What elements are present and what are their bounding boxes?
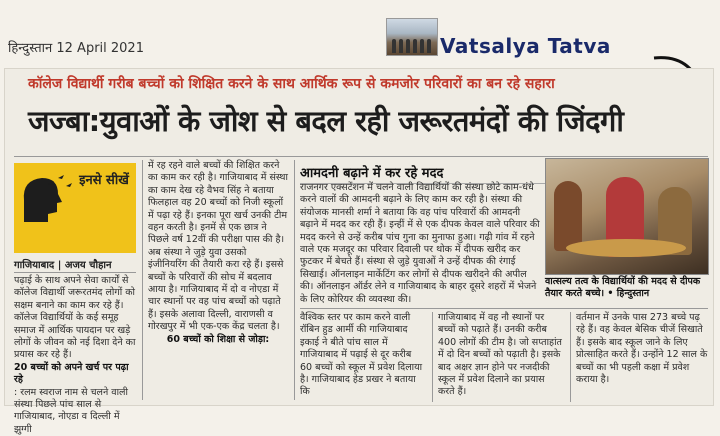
article-column-3: [300, 182, 540, 306]
sidebar-label: इनसे सीखें: [79, 173, 129, 188]
paragraph: : रलम स्वराज नाम से चलने वाली संस्था पिछले पांच साल से गाजियाबाद, नोएडा व दिल्ली में झुग्गी: [14, 386, 128, 435]
section-subhead: 60 बच्चों को शिक्षा से जोड़ा:: [166, 333, 270, 345]
paragraph: वर्तमान में उनके पास 273 बच्चे पढ़ रहे हैं। वह केवल बेसिक चीजें सिखाते हैं। इसके बाद स्कूल जाने के लिए प्रोत्साहित करते हैं। उन्होंने 12 साल के बच्चों का भी पहली कक्षा में प्रवेश कराया है।: [576, 312, 708, 386]
paragraph: पढ़ाई के साथ अपने सेवा कार्यों से कॉलेज विद्यार्थी जरूरतमंद लोगों को सक्षम बनाने का काम कर रहे हैं। कॉलेज विद्यार्थियों के कई समूह समाज में आर्थिक पायदान पर खड़े लोगों के जीवन को नई दिशा देने का प्रयास कर रहे हैं।: [14, 275, 136, 361]
children-making-diyas-photo: [545, 158, 709, 275]
byline-divider: [14, 272, 136, 273]
paragraph: राजनगर एक्सटेंशन में चलने वाली विद्यार्थियों की संस्था छोटे काम-धंधे करने वालों की आमदनी बढ़ाने के लिए काम कर रही है। संस्था की संयोजक मानसी शर्मा ने बताया कि वह पांच परिवारों की आमदनी बढ़ाने में मदद कर रही हैं। इन्हीं में से एक दीपक केवल वाले परिवार की मदद करने से उन्हें करीब पांच गुना का मुनाफा हुआ। गढ़ी गांव में रहने वाले एक मजदूर का परिवार दिवाली पर थोक में दीपक खरीद कर फुटकर में बेचते हैं। संस्था से जुड़े युवाओं ने उन्हें दीपक की रंगाई सिखाई। ऑनलाइन मार्केटिंग कर लोगों से दीपक खरीदने की अपील की। ऑनलाइन ऑर्डर लेने व गाजियाबाद के बाहर दूसरे शहरों में भेजने के लिए कोरियर की व्यवस्था की।: [300, 182, 540, 305]
article-headline: जज्बा:युवाओं के जोश से बदल रही जरूरतमंदों की जिंदगी: [28, 104, 624, 138]
group-photo-thumbnail: [386, 18, 438, 56]
brand-title: Vatsalya Tatva: [440, 34, 611, 58]
article-column-4: [300, 312, 426, 404]
section-subhead: आमदनी बढ़ाने में कर रहे मदद: [300, 163, 545, 184]
section-divider: [300, 308, 708, 309]
paragraph: में रह रहने वाले बच्चों की शिक्षित करने का काम कर रही है। गाजियाबाद में संस्था का काम देख रहे वैभव सिंह ने बताया फिलहाल वह 20 बच्चों को निजी स्कूलों में पढ़ा रहे हैं। इनका पूरा खर्च उनकी टीम वहन करती है। इनमें से एक छात्र ने पिछले वर्ष 12वीं की परीक्षा पास की है। अब संस्था ने जुड़े युवा उसको इंजीनियरिंग की तैयारी करा रहे हैं। इससे बच्चों के परिवारों की सोच में बदलाव आया है। गाजियाबाद में दो व नोएडा में चार स्थानों पर वह पांच बच्चों को पढ़ाते हैं। इसके अलावा दिल्ली, वाराणसी व गोरखपुर में भी एक-एक केंद्र चलता है।: [148, 160, 288, 333]
column-divider: [294, 160, 295, 400]
byline: गाजियाबाद | अजय चौहान: [14, 260, 112, 271]
column-divider: [432, 312, 433, 402]
column-divider: [142, 160, 143, 400]
article-kicker: कॉलेज विद्यार्थी गरीब बच्चों को शिक्षित करने के साथ आर्थिक रूप से कमजोर परिवारों का बन रहे सहारा: [28, 76, 555, 92]
photo-caption: वात्सल्य तत्व के विद्यार्थियों की मदद से दीपक तैयार करते बच्चे। • हिन्दुस्तान: [545, 276, 701, 299]
article-column-5: [438, 312, 564, 404]
column-divider: [570, 312, 571, 402]
head-with-birds-icon: [18, 170, 78, 224]
paragraph: गाजियाबाद में वह नौ स्थानों पर बच्चों को पढ़ाते हैं। उनकी करीब 400 लोगों की टीम है। जो सप्ताहांत में दो दिन बच्चों को पढ़ाती है। इसके बाद अक्षर ज्ञान होने पर नजदीकी स्कूल में प्रवेश दिलाने का प्रयास करते हैं।: [438, 312, 562, 398]
newspaper-date-label: हिन्दुस्तान 12 April 2021: [8, 41, 144, 56]
article-column-2: [148, 160, 288, 404]
paragraph: वैश्विक स्तर पर काम करने वाली रॉबिन हुड आर्मी की गाजियाबाद इकाई ने बीते पांच साल में गाजियाबाद में पढ़ाई से दूर करीब 60 बच्चों को स्कूल में प्रवेश दिलाया है। गाजियाबाद हेड प्रखर ने बताया कि: [300, 312, 423, 398]
headline-divider: [14, 156, 708, 157]
article-column-6: [576, 312, 708, 404]
article-column-1: [14, 275, 136, 435]
section-subhead: 20 बच्चों को अपने खर्च पर पढ़ा रहे: [14, 361, 129, 386]
